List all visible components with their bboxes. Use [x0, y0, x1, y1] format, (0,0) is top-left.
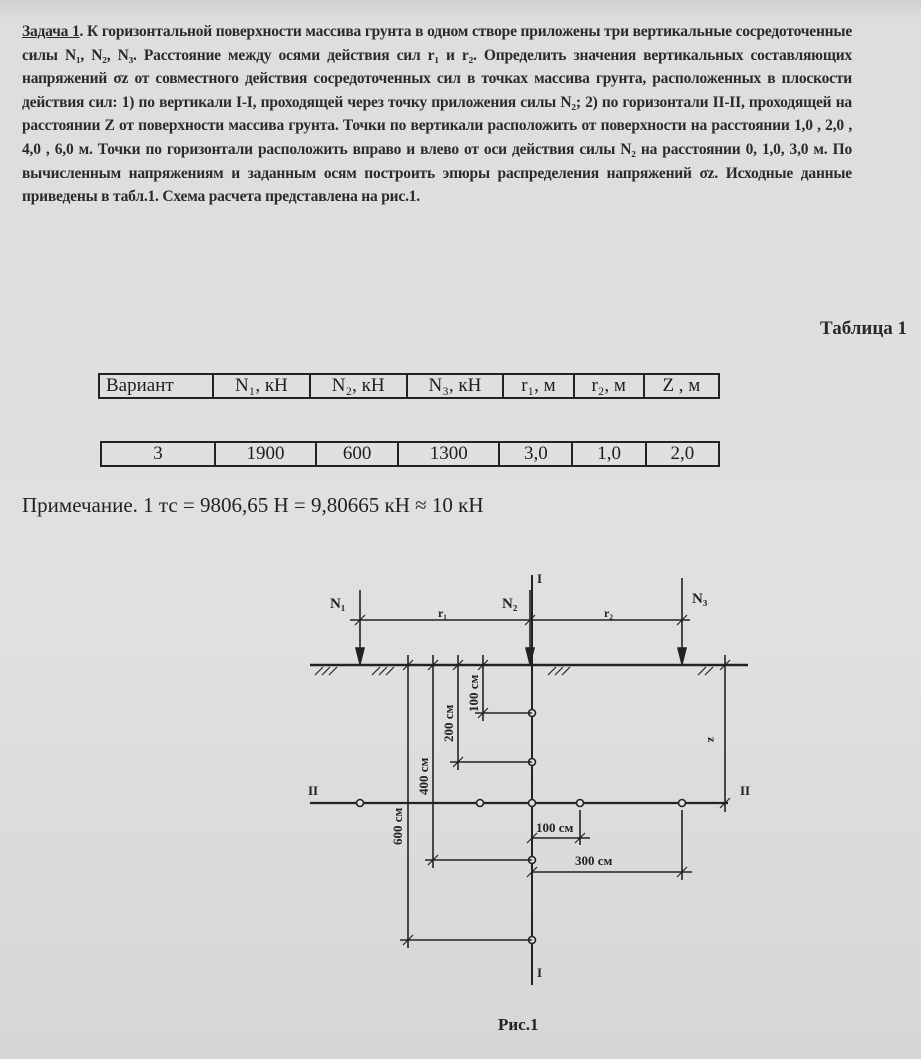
- label-n1: N₁: [330, 596, 346, 612]
- force-n3-arrow: [678, 578, 686, 664]
- value-cell: 3: [101, 442, 215, 466]
- label-100cm-horizontal: 100 см: [536, 820, 574, 835]
- value-cell: 1,0: [572, 442, 645, 466]
- note: Примечание. 1 тс = 9806,65 Н = 9,80665 кН ≈ 10 кН: [22, 493, 484, 517]
- header-cell: N₃, кН: [407, 374, 504, 398]
- label-100cm-vertical: 100 см: [466, 674, 481, 712]
- task-body: . К горизонтальной поверхности массива грунта в одном створе приложены три вертикальные сосредоточенные силы N₁, N₂, N₃. Расстояние между осями действия сил r₁ и r₂. Определить значения вертикальных составляющих напряжений σz от совместного действия сосредоточенных сил в точках массива грунта, расположенных в плоскости действия сил: 1) по вертикали I-I, проходящей через точку приложения силы N₂; 2) по горизонтали II-II, проходящей на расстоянии Z от поверхности массива грунта. Точки по вертикали расположить от поверхности на расстоянии 1,0 , 2,0 , 4,0 , 6,0 м. Точки по горизонтали расположить вправо и влево от оси действия силы N₂ на расстоянии 0, 1,0, 3,0 м. По вычисленным напряжениям и заданным осям построить эпюры распределения напряжений σz. Исходные данные приведены в табл.1. Схема расчета представлена на рис.1.: [22, 23, 852, 206]
- header-cell: N₂, кН: [310, 374, 407, 398]
- header-cell: r₁, м: [503, 374, 573, 398]
- label-600cm: 600 см: [390, 807, 405, 845]
- horizontal-points: [357, 710, 686, 944]
- label-200cm: 200 см: [441, 704, 456, 742]
- table-caption: Таблица 1: [820, 318, 908, 339]
- value-cell: 3,0: [499, 442, 572, 466]
- value-cell: 1900: [215, 442, 316, 466]
- label-400cm: 400 см: [416, 757, 431, 795]
- label-r2: r₂: [604, 606, 613, 620]
- header-cell: Вариант: [99, 374, 213, 398]
- value-cell: 1300: [398, 442, 499, 466]
- label-axis-ii-left: II: [308, 783, 319, 798]
- value-cell: 2,0: [646, 442, 719, 466]
- value-cell: 600: [316, 442, 398, 466]
- header-cell: Z , м: [644, 374, 719, 398]
- label-300cm: 300 см: [575, 853, 613, 868]
- force-n1-arrow: [356, 590, 364, 664]
- label-axis-i-top: I: [537, 571, 543, 586]
- label-axis-i-bottom: I: [537, 965, 543, 980]
- ground-hatch: [315, 667, 713, 675]
- task-label: Задача 1: [22, 23, 80, 40]
- label-n3: N₃: [692, 591, 708, 607]
- figure-caption: Рис.1: [498, 1015, 539, 1034]
- label-z: z: [705, 737, 719, 743]
- header-cell: r₂, м: [574, 374, 644, 398]
- label-n2: N₂: [502, 596, 518, 612]
- label-r1: r₁: [438, 606, 447, 620]
- header-cell: N₁, кН: [213, 374, 310, 398]
- label-axis-ii-right: II: [740, 783, 751, 798]
